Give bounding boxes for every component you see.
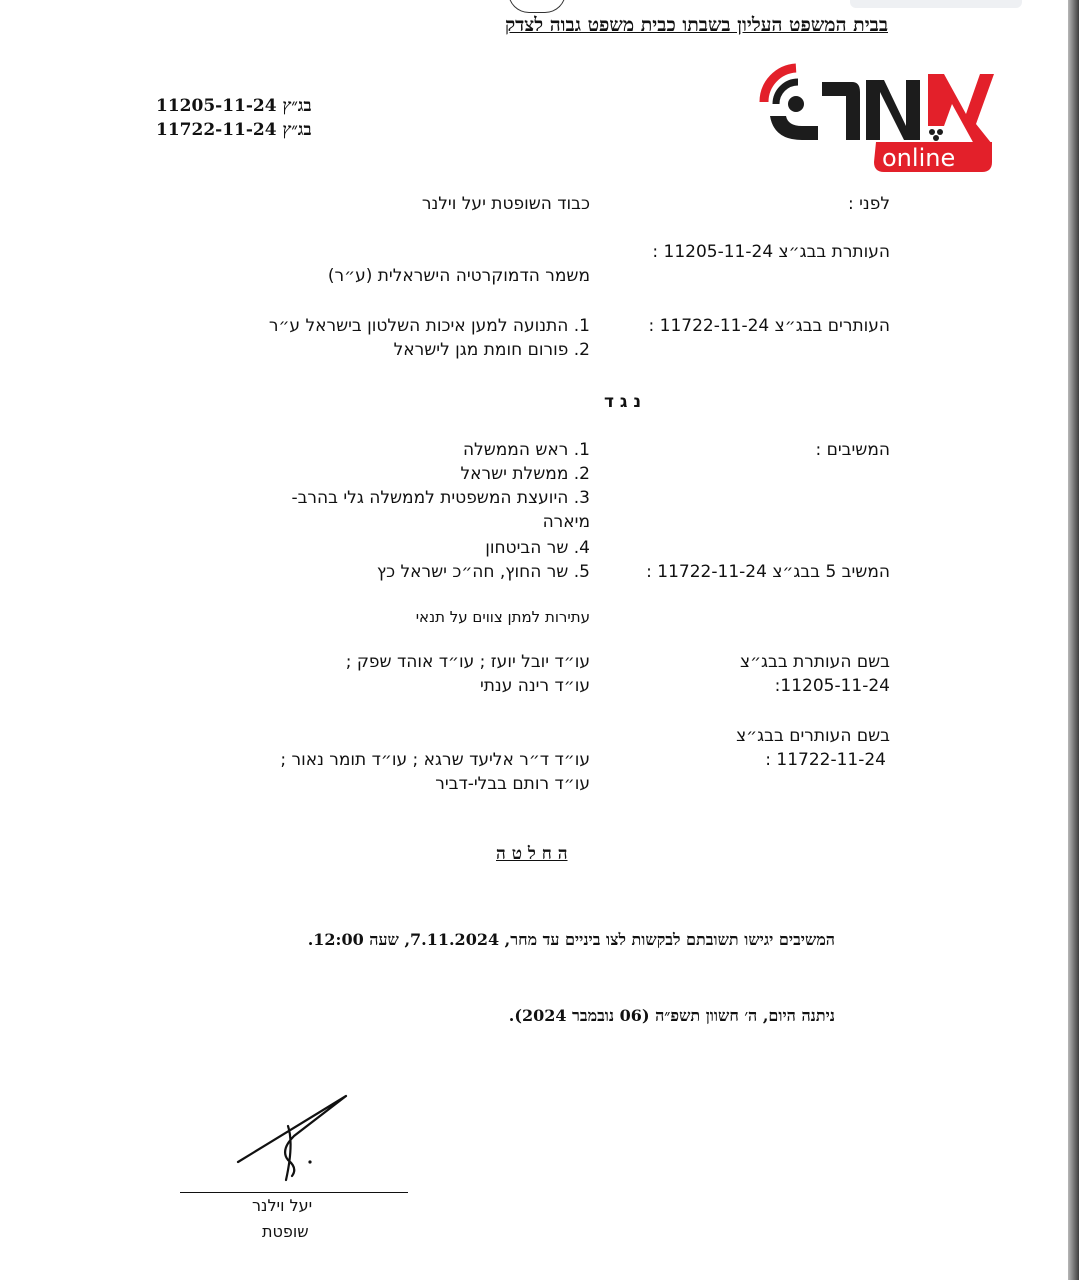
counsel-1-line-1: עו״ד יובל יועז ; עו״ד אוהד שפק ;: [345, 652, 590, 672]
before-label: לפני :: [847, 194, 890, 214]
decision-title: ה ח ל ט ה: [496, 844, 568, 864]
respondent-item-4: 4. שר הביטחון: [485, 538, 590, 558]
counsel-2-line-1: עו״ד ד״ר אליעד שרגא ; עו״ד תומר נאור ;: [280, 750, 590, 770]
respondent-item-3: 3. היועצת המשפטית לממשלה גלי בהרב-: [291, 488, 590, 508]
petitioner-1-name: משמר הדמוקרטיה הישראלית (ע״ר): [327, 266, 590, 286]
case-number-1: בג״ץ 11205-11-24: [156, 96, 312, 116]
court-title: בבית המשפט העליון בשבתו כבית משפט גבוה לצדק: [504, 14, 888, 36]
logo-text: online: [882, 144, 956, 172]
petitioners-2-label: העותרים בבג״צ 11722-11-24 :: [648, 316, 890, 336]
respondent-item-1: 1. ראש הממשלה: [462, 440, 590, 460]
respondent-item-3-cont: מיארה: [542, 512, 590, 532]
respondent-item-2: 2. ממשלת ישראל: [460, 464, 590, 484]
respondents-label: המשיבים :: [815, 440, 890, 460]
counsel-1-label-case: 11205-11-24:: [774, 676, 890, 696]
signature-mark: [228, 1090, 358, 1186]
decision-given-date: ניתנה היום, ה׳ חשוון תשפ״ה (06 נובמבר 2024).: [508, 1006, 835, 1025]
counsel-2-line-2: עו״ד רותם בבלי-דביר: [435, 774, 590, 794]
respondent-item-5: 5. שר החוץ, חה״כ ישראל כץ: [376, 562, 590, 582]
respondent-5-label: המשיב 5 בבג״צ 11722-11-24 :: [646, 562, 890, 582]
case-number-2: בג״ץ 11722-11-24: [156, 120, 312, 140]
signature-line: [180, 1192, 408, 1193]
counsel-2-label: בשם העותרים בבג״צ: [736, 726, 890, 746]
decision-body: המשיבים יגישו תשובתם לבקשות לצו ביניים עד מחר, 7.11.2024, שעה 12:00.: [307, 930, 835, 949]
logo-icon: [756, 62, 996, 174]
news-logo: [756, 62, 996, 174]
petitioner-2-item-1: 1. התנועה למען איכות השלטון בישראל ע״ר: [268, 316, 590, 336]
counsel-2-label-case: 11722-11-24 :: [765, 750, 886, 770]
page-edge-shadow: [1068, 0, 1079, 1280]
counsel-1-line-2: עו״ד רינה ענתי: [479, 676, 590, 696]
signature-role: שופטת: [262, 1222, 309, 1241]
versus-heading: נ ג ד: [604, 392, 642, 412]
petitioner-1-label: העותרת בבג״צ 11205-11-24 :: [652, 242, 890, 262]
before-judge: כבוד השופטת יעל וילנר: [421, 194, 590, 214]
top-toolbar-strip: [850, 0, 1022, 8]
signature-name: יעל וילנר: [252, 1196, 313, 1215]
court-seal: [508, 0, 566, 13]
petitions-note: עתירות למתן צווים על תנאי: [415, 608, 590, 626]
counsel-1-label: בשם העותרת בבג״צ: [740, 652, 890, 672]
petitioner-2-item-2: 2. פורום חומת מגן לישראל: [393, 340, 590, 360]
